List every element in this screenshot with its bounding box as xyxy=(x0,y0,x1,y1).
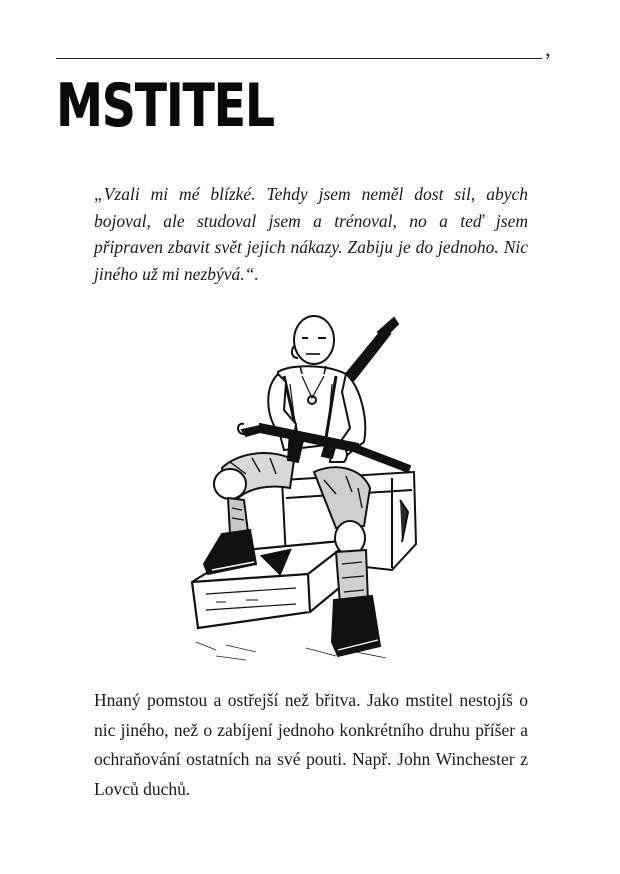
head xyxy=(292,316,334,374)
avenger-with-rifle-illustration xyxy=(186,312,422,668)
machete xyxy=(346,318,398,380)
page-title: MSTITEL xyxy=(56,71,274,141)
header-rule-mark: ’ xyxy=(544,48,552,73)
class-description: Hnaný pomstou a ostřejší než břitva. Jako mstitel nestojíš o nic jiného, než o zabíjení jednoho konkrétního druhu příšer a ochraňování ostatních na své pouti. Např. John Winchester z Lovců duchů. xyxy=(94,690,528,799)
intro-quote: „Vzali mi mé blízké. Tehdy jsem neměl dost sil, abych bojoval, ale studoval jsem a trénoval, no a teď jsem připraven zbavit svět jejich nákazy. Zabiju je do jednoho. Nic jiného už mi nezbývá.“. xyxy=(94,184,528,284)
header-rule xyxy=(56,58,542,59)
